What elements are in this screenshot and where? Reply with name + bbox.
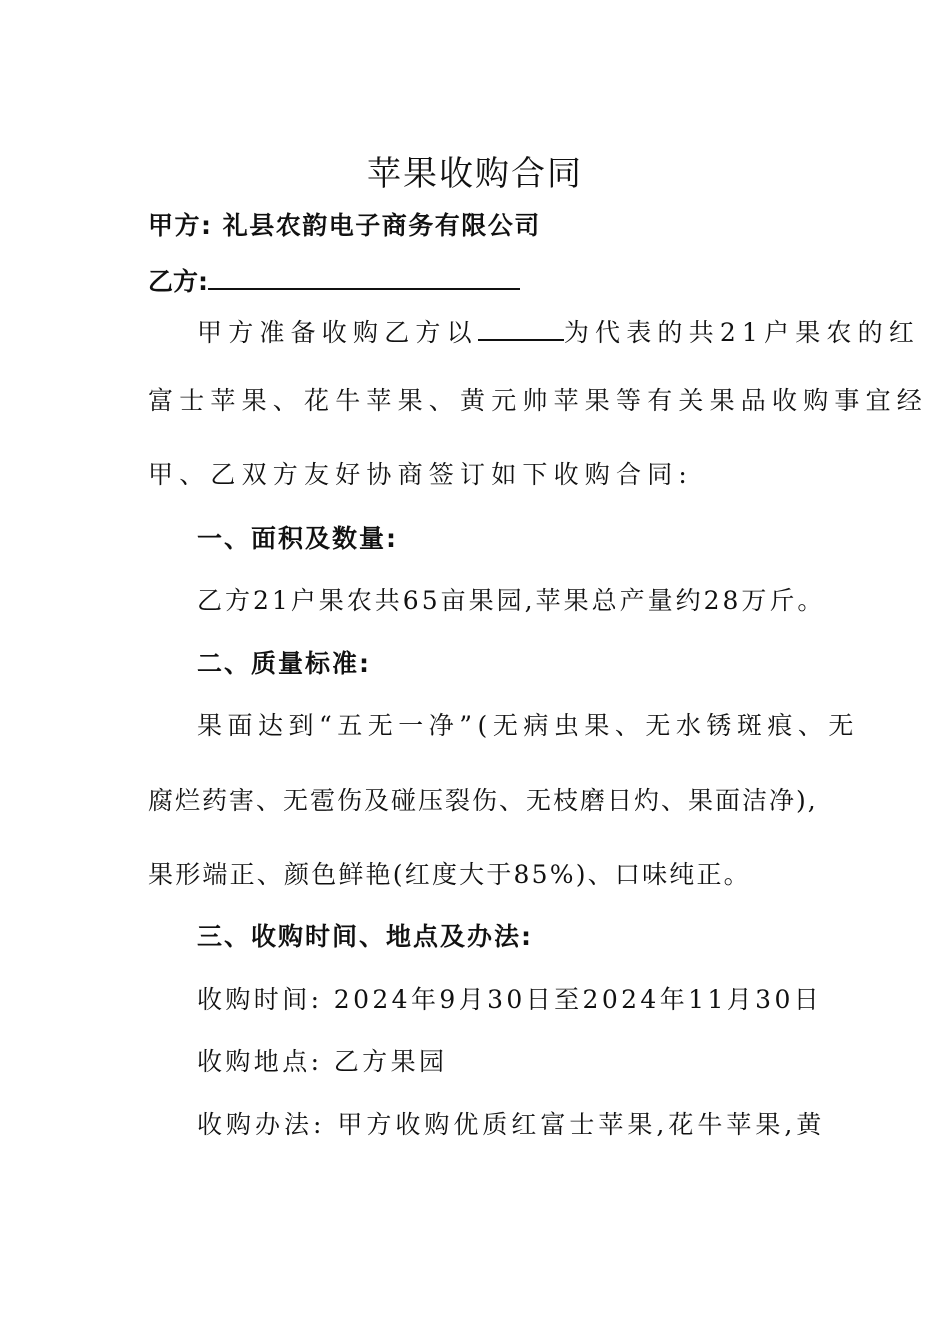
section-2-line-1: 果面达到“五无一净”(无病虫果、无水锈斑痕、无 [197,711,859,740]
section-2-line-3: 果形端正、颜色鲜艳(红度大于85%)、口味纯正。 [148,860,751,889]
party-b-line [148,262,520,297]
section-2-line-2: 腐烂药害、无雹伤及碰压裂伤、无枝磨日灼、果面洁净), [148,786,818,815]
intro-line-2: 富士苹果、花牛苹果、黄元帅苹果等有关果品收购事宜经 [148,386,929,415]
section-2-heading: 二、质量标准: [197,649,371,678]
purchase-time: 收购时间: 2024年9月30日至2024年11月30日 [197,985,823,1014]
intro-line-1 [197,313,920,348]
section-3-heading: 三、收购时间、地点及办法: [197,922,533,951]
party-a-name: 礼县农韵电子商务有限公司 [222,211,541,240]
intro-line-1-after: 为代表的共21户果农的红 [563,318,921,347]
party-a-line [148,211,541,241]
section-1-text: 乙方21户果农共65亩果园,苹果总产量约28万斤。 [197,586,826,615]
purchase-place: 收购地点: 乙方果园 [197,1047,448,1076]
section-1-heading: 一、面积及数量: [197,524,398,553]
purchase-method: 收购办法: 甲方收购优质红富士苹果,花牛苹果,黄 [197,1110,826,1139]
document-title: 苹果收购合同 [367,154,583,194]
intro-line-3: 甲、乙双方友好协商签订如下收购合同: [148,460,694,489]
party-a-label: 甲方: [148,211,213,240]
intro-line-1-before: 甲方准备收购乙方以 [197,318,478,347]
party-b-blank [208,262,520,290]
party-b-label: 乙方: [148,267,208,296]
representative-blank [478,313,564,341]
